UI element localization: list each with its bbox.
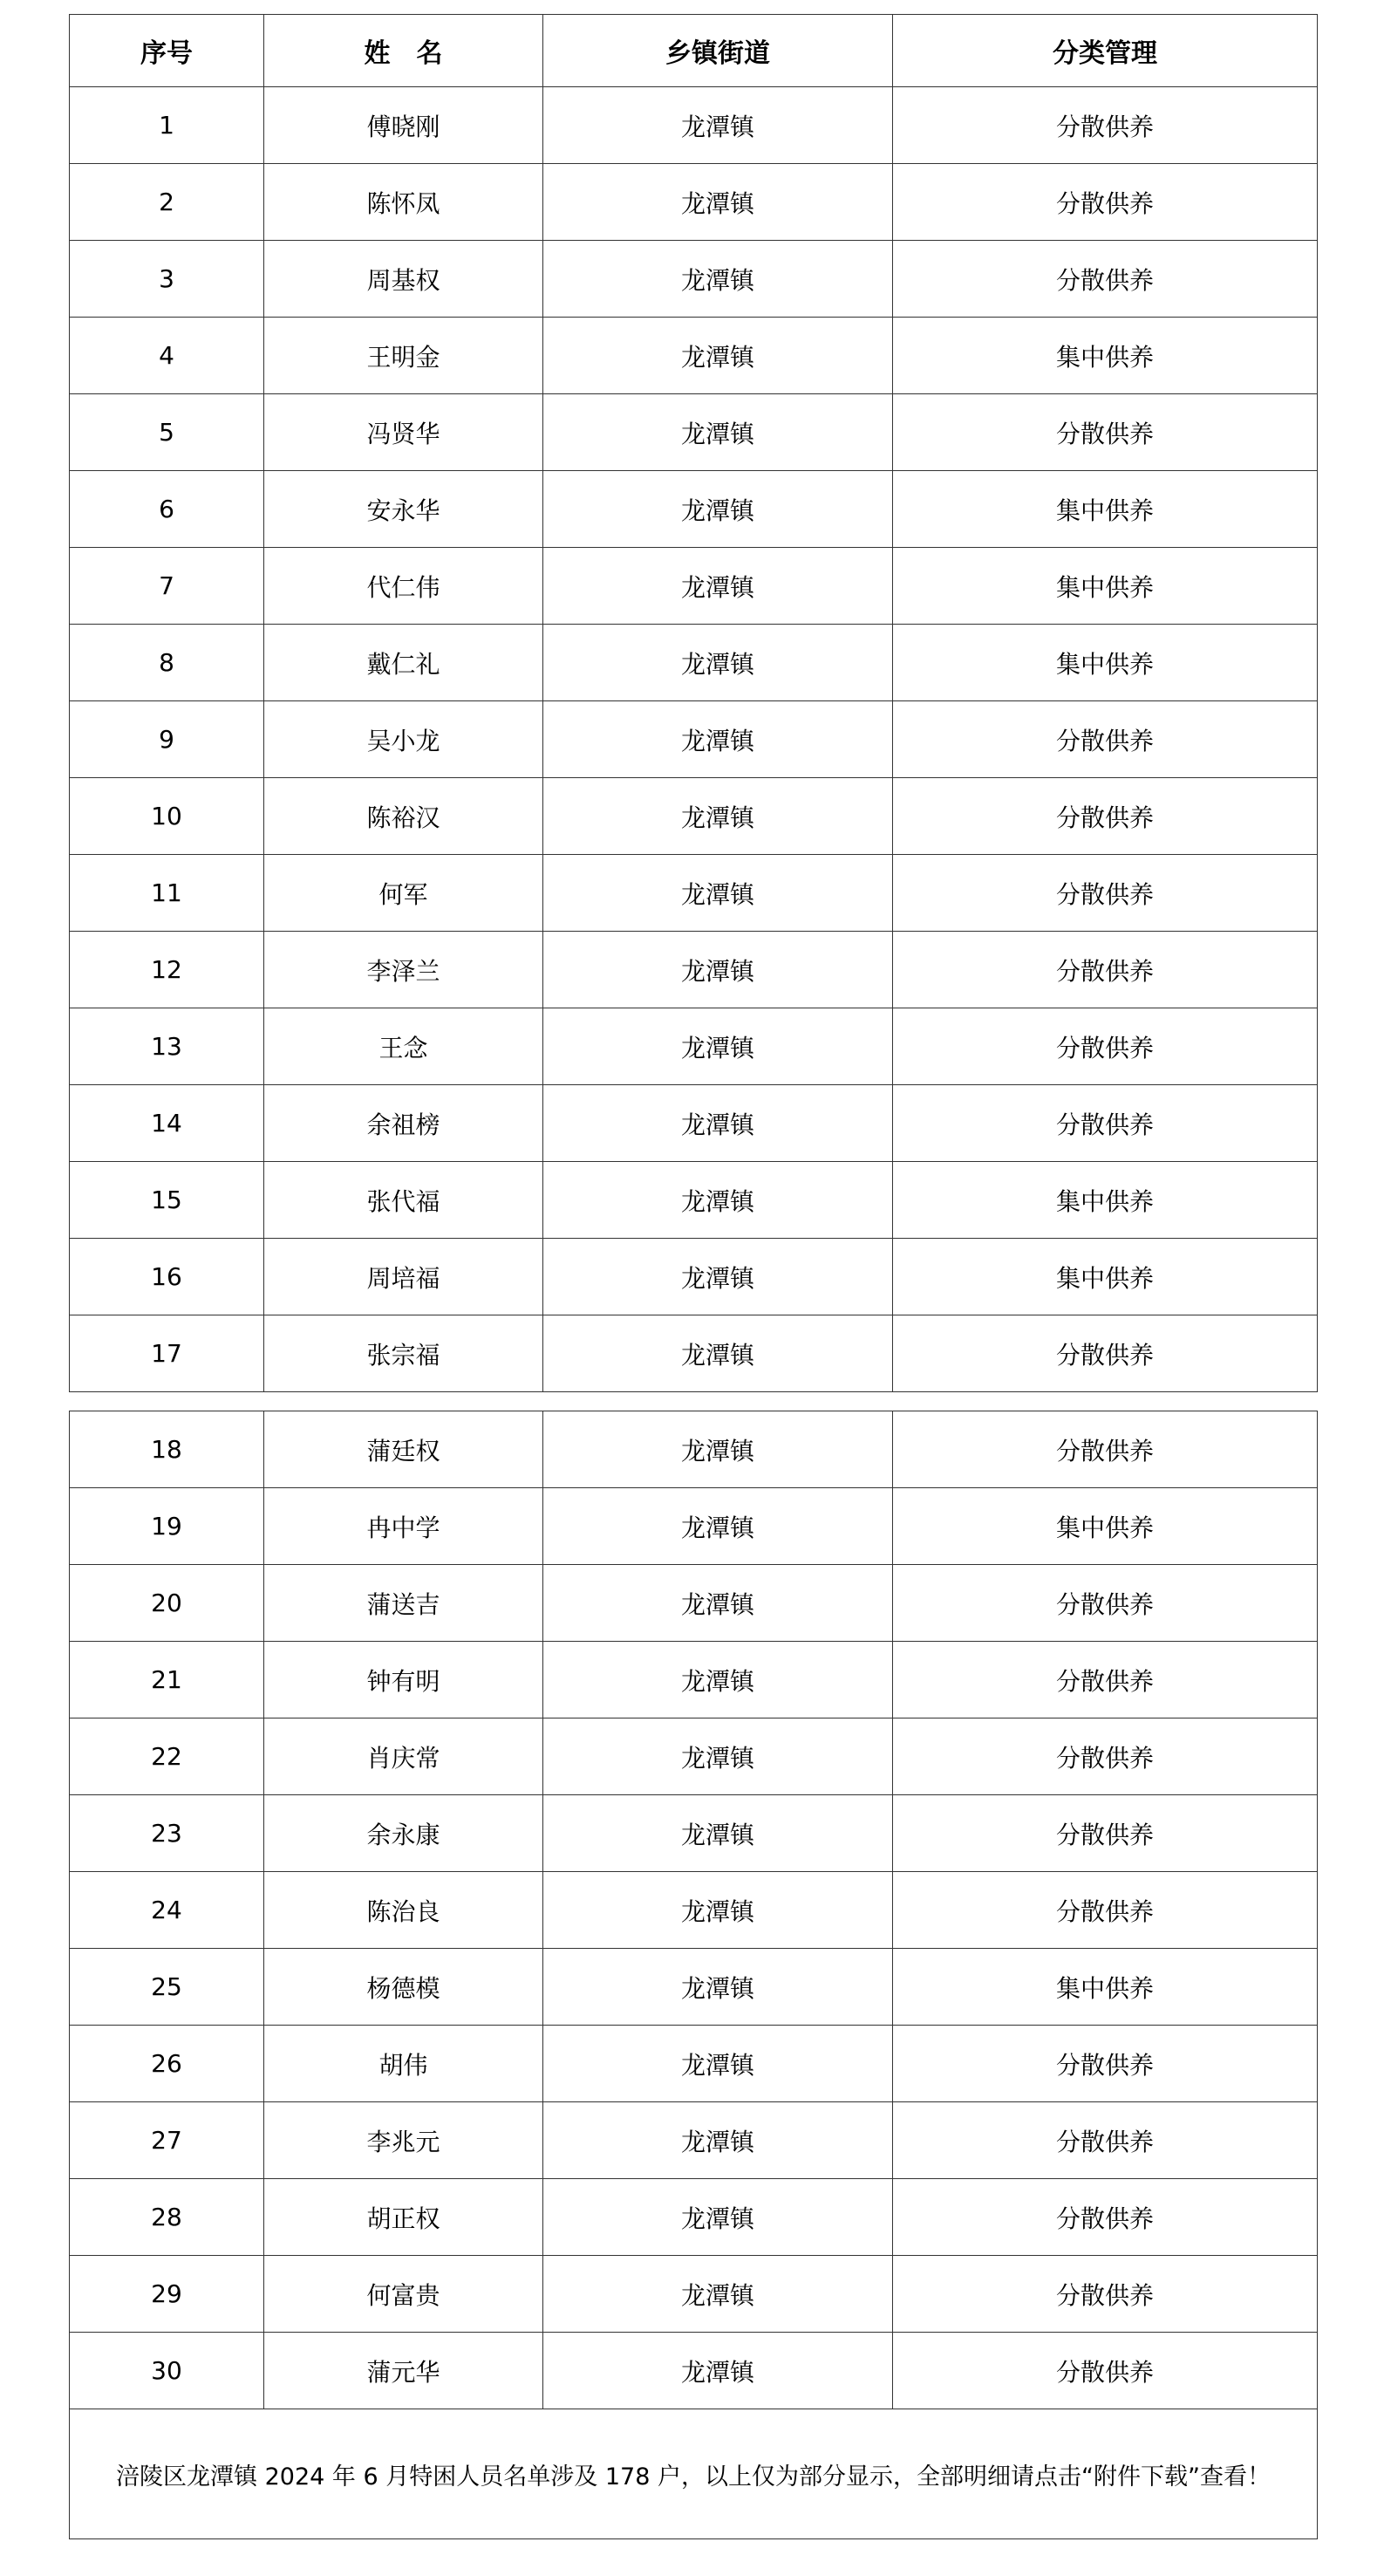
cell-index: 17 — [70, 1315, 264, 1392]
cell-category: 分散供养 — [893, 2179, 1318, 2256]
cell-name: 吴小龙 — [264, 701, 543, 778]
cell-category: 分散供养 — [893, 394, 1318, 471]
cell-town: 龙潭镇 — [543, 1949, 893, 2026]
cell-index: 15 — [70, 1162, 264, 1239]
cell-name: 余祖榜 — [264, 1085, 543, 1162]
cell-name: 余永康 — [264, 1795, 543, 1872]
cell-town: 龙潭镇 — [543, 1411, 893, 1488]
table-row — [70, 2256, 1318, 2333]
table-row — [70, 1642, 1318, 1718]
cell-category: 分散供养 — [893, 2102, 1318, 2179]
cell-category: 分散供养 — [893, 87, 1318, 164]
cell-category: 分散供养 — [893, 778, 1318, 855]
cell-name: 张宗福 — [264, 1315, 543, 1392]
cell-name: 周培福 — [264, 1239, 543, 1315]
cell-name: 蒲元华 — [264, 2333, 543, 2409]
cell-name: 杨德模 — [264, 1949, 543, 2026]
cell-index: 23 — [70, 1795, 264, 1872]
cell-index: 16 — [70, 1239, 264, 1315]
cell-town: 龙潭镇 — [543, 1642, 893, 1718]
cell-town: 龙潭镇 — [543, 471, 893, 548]
cell-index: 25 — [70, 1949, 264, 2026]
cell-name: 傅晓刚 — [264, 87, 543, 164]
cell-index: 22 — [70, 1718, 264, 1795]
cell-town: 龙潭镇 — [543, 1795, 893, 1872]
cell-name: 肖庆常 — [264, 1718, 543, 1795]
cell-town: 龙潭镇 — [543, 932, 893, 1008]
cell-town: 龙潭镇 — [543, 2102, 893, 2179]
cell-index: 9 — [70, 701, 264, 778]
cell-town: 龙潭镇 — [543, 1008, 893, 1085]
cell-name: 李兆元 — [264, 2102, 543, 2179]
cell-town: 龙潭镇 — [543, 778, 893, 855]
cell-index: 13 — [70, 1008, 264, 1085]
cell-category: 分散供养 — [893, 1085, 1318, 1162]
table-row — [70, 318, 1318, 394]
cell-category: 集中供养 — [893, 1239, 1318, 1315]
cell-category: 集中供养 — [893, 1162, 1318, 1239]
table-row — [70, 2333, 1318, 2409]
table-row — [70, 1795, 1318, 1872]
table-row — [70, 1085, 1318, 1162]
cell-name: 陈治良 — [264, 1872, 543, 1949]
cell-category: 分散供养 — [893, 932, 1318, 1008]
cell-category: 分散供养 — [893, 701, 1318, 778]
table-row — [70, 855, 1318, 932]
header-town: 乡镇街道 — [543, 15, 893, 87]
table-row — [70, 2026, 1318, 2102]
cell-town: 龙潭镇 — [543, 394, 893, 471]
cell-name: 王念 — [264, 1008, 543, 1085]
cell-index: 28 — [70, 2179, 264, 2256]
cell-name: 钟有明 — [264, 1642, 543, 1718]
cell-town: 龙潭镇 — [543, 1488, 893, 1565]
cell-index: 1 — [70, 87, 264, 164]
table-row — [70, 1411, 1318, 1488]
cell-category: 分散供养 — [893, 1315, 1318, 1392]
table-row — [70, 87, 1318, 164]
table-row — [70, 1872, 1318, 1949]
table-body-part-2 — [70, 1411, 1318, 2409]
cell-name: 何军 — [264, 855, 543, 932]
cell-town: 龙潭镇 — [543, 2026, 893, 2102]
table-body-part-1 — [70, 87, 1318, 1392]
table-row — [70, 932, 1318, 1008]
cell-name: 王明金 — [264, 318, 543, 394]
footer-note: 涪陵区龙潭镇 2024 年 6 月特困人员名单涉及 178 户，以上仅为部分显示，全部明细请点击“附件下载”查看！ — [70, 2409, 1318, 2539]
cell-category: 集中供养 — [893, 548, 1318, 625]
cell-category: 分散供养 — [893, 855, 1318, 932]
cell-category: 集中供养 — [893, 1488, 1318, 1565]
cell-index: 10 — [70, 778, 264, 855]
cell-name: 代仁伟 — [264, 548, 543, 625]
cell-category: 分散供养 — [893, 1642, 1318, 1718]
cell-category: 分散供养 — [893, 2333, 1318, 2409]
cell-name: 冯贤华 — [264, 394, 543, 471]
cell-name: 何富贵 — [264, 2256, 543, 2333]
table-row — [70, 778, 1318, 855]
cell-category: 分散供养 — [893, 1718, 1318, 1795]
cell-index: 3 — [70, 241, 264, 318]
cell-index: 26 — [70, 2026, 264, 2102]
cell-index: 14 — [70, 1085, 264, 1162]
cell-index: 18 — [70, 1411, 264, 1488]
roster-table-part-2 — [69, 1411, 1318, 2539]
table-row — [70, 1949, 1318, 2026]
header-index: 序号 — [70, 15, 264, 87]
cell-name: 蒲送吉 — [264, 1565, 543, 1642]
cell-town: 龙潭镇 — [543, 1718, 893, 1795]
cell-index: 27 — [70, 2102, 264, 2179]
cell-town: 龙潭镇 — [543, 1239, 893, 1315]
cell-town: 龙潭镇 — [543, 2333, 893, 2409]
cell-name: 周基权 — [264, 241, 543, 318]
table-row — [70, 625, 1318, 701]
table-row — [70, 1008, 1318, 1085]
cell-index: 29 — [70, 2256, 264, 2333]
cell-index: 30 — [70, 2333, 264, 2409]
cell-index: 24 — [70, 1872, 264, 1949]
cell-name: 胡正权 — [264, 2179, 543, 2256]
cell-town: 龙潭镇 — [543, 1315, 893, 1392]
cell-index: 8 — [70, 625, 264, 701]
table-row — [70, 241, 1318, 318]
cell-category: 分散供养 — [893, 1872, 1318, 1949]
header-name: 姓 名 — [264, 15, 543, 87]
cell-category: 分散供养 — [893, 1565, 1318, 1642]
cell-name: 胡伟 — [264, 2026, 543, 2102]
table-row — [70, 2102, 1318, 2179]
cell-name: 陈裕汉 — [264, 778, 543, 855]
cell-town: 龙潭镇 — [543, 87, 893, 164]
cell-town: 龙潭镇 — [543, 1085, 893, 1162]
cell-name: 陈怀凤 — [264, 164, 543, 241]
cell-index: 5 — [70, 394, 264, 471]
cell-index: 4 — [70, 318, 264, 394]
table-row — [70, 394, 1318, 471]
cell-category: 集中供养 — [893, 471, 1318, 548]
cell-category: 分散供养 — [893, 1795, 1318, 1872]
table-row — [70, 1315, 1318, 1392]
header-category: 分类管理 — [893, 15, 1318, 87]
cell-town: 龙潭镇 — [543, 164, 893, 241]
cell-index: 7 — [70, 548, 264, 625]
cell-town: 龙潭镇 — [543, 855, 893, 932]
table-row — [70, 471, 1318, 548]
cell-name: 张代福 — [264, 1162, 543, 1239]
cell-name: 安永华 — [264, 471, 543, 548]
cell-name: 戴仁礼 — [264, 625, 543, 701]
table-row — [70, 1718, 1318, 1795]
table-header-row — [70, 15, 1318, 87]
roster-table-part-1 — [69, 14, 1318, 1392]
table-row — [70, 2179, 1318, 2256]
cell-town: 龙潭镇 — [543, 241, 893, 318]
cell-index: 19 — [70, 1488, 264, 1565]
cell-category: 集中供养 — [893, 318, 1318, 394]
table-row — [70, 701, 1318, 778]
cell-index: 12 — [70, 932, 264, 1008]
cell-name: 李泽兰 — [264, 932, 543, 1008]
table-row — [70, 1565, 1318, 1642]
cell-category: 分散供养 — [893, 1008, 1318, 1085]
cell-category: 集中供养 — [893, 625, 1318, 701]
cell-town: 龙潭镇 — [543, 1162, 893, 1239]
cell-category: 分散供养 — [893, 2256, 1318, 2333]
cell-index: 2 — [70, 164, 264, 241]
cell-town: 龙潭镇 — [543, 548, 893, 625]
cell-index: 11 — [70, 855, 264, 932]
cell-category: 分散供养 — [893, 2026, 1318, 2102]
table-row — [70, 1239, 1318, 1315]
cell-town: 龙潭镇 — [543, 318, 893, 394]
cell-town: 龙潭镇 — [543, 701, 893, 778]
cell-town: 龙潭镇 — [543, 625, 893, 701]
table-row — [70, 1488, 1318, 1565]
cell-index: 6 — [70, 471, 264, 548]
cell-name: 蒲廷权 — [264, 1411, 543, 1488]
cell-category: 分散供养 — [893, 241, 1318, 318]
cell-category: 分散供养 — [893, 164, 1318, 241]
cell-town: 龙潭镇 — [543, 2256, 893, 2333]
table-row — [70, 548, 1318, 625]
cell-town: 龙潭镇 — [543, 2179, 893, 2256]
cell-town: 龙潭镇 — [543, 1872, 893, 1949]
cell-category: 分散供养 — [893, 1411, 1318, 1488]
cell-town: 龙潭镇 — [543, 1565, 893, 1642]
cell-index: 20 — [70, 1565, 264, 1642]
cell-name: 冉中学 — [264, 1488, 543, 1565]
cell-category: 集中供养 — [893, 1949, 1318, 2026]
cell-index: 21 — [70, 1642, 264, 1718]
table-row — [70, 1162, 1318, 1239]
table-row — [70, 164, 1318, 241]
footer-row — [70, 2409, 1318, 2539]
